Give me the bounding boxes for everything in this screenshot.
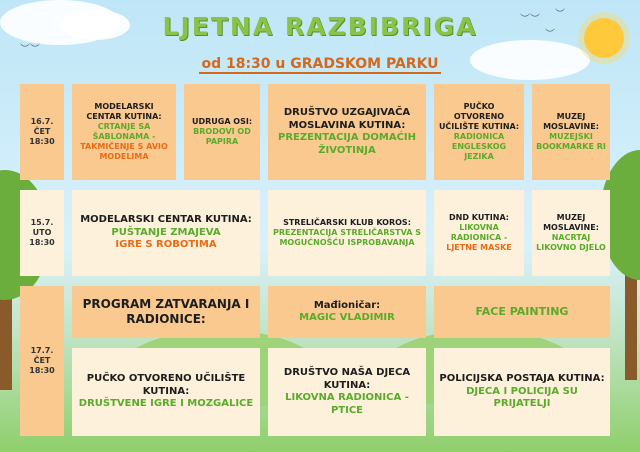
card-drustvo-uzgajivaca: DRUŠTVO UZGAJIVAČA MOSLAVINA KUTINA: PREZENTACIJA DOMAĆIH ŽIVOTINJA: [268, 84, 426, 180]
card-policijska-postaja: POLICIJSKA POSTAJA KUTINA: DJECA I POLICIJA SU PRIJATELJI: [434, 348, 610, 436]
bird-icon: ︶: [555, 9, 565, 20]
date-16-7: 16.7. ČET 18:30: [20, 84, 64, 180]
card-muzej-nacrtaj: MUZEJ MOSLAVINE: NACRTAJ LIKOVNO DJELO: [532, 190, 610, 276]
card-udruga-osi: UDRUGA OSI: BRODOVI OD PAPIRA: [184, 84, 260, 180]
card-pucko-igre: PUČKO OTVORENO UČILIŠTE KUTINA: DRUŠTVENE IGRE I MOZGALICE: [72, 348, 260, 436]
card-pucko-englesko: PUČKO OTVORENO UČILIŠTE KUTINA: RADIONICA ENGLESKOG JEZIKA: [434, 84, 524, 180]
bird-icon: ︶: [545, 29, 555, 40]
page-subtitle: od 18:30 u GRADSKOM PARKU: [201, 56, 439, 72]
card-dnd-kutina: DND KUTINA: LIKOVNA RADIONICA - LJETNE MASKE: [434, 190, 524, 276]
card-drustvo-nasa-djeca: DRUŠTVO NAŠA DJECA KUTINA: LIKOVNA RADIONICA - PTICE: [268, 348, 426, 436]
card-program-zatvaranja: PROGRAM ZATVARANJA I RADIONICE:: [72, 286, 260, 338]
card-modelarski-1: MODELARSKI CENTAR KUTINA: CRTANJE SA ŠABLONAMA - TAKMIČENJE S AVIO MODELIMA: [72, 84, 176, 180]
card-muzej-bookmarkeri: MUZEJ MOSLAVINE: MUZEJSKI BOOKMARKE RI: [532, 84, 610, 180]
card-modelarski-2: MODELARSKI CENTAR KUTINA: PUŠTANJE ZMAJEVA IGRE S ROBOTIMA: [72, 190, 260, 276]
bird-icon: ︶︶: [520, 14, 540, 25]
date-17-7: 17.7. ČET 18:30: [20, 286, 64, 436]
card-face-painting: FACE PAINTING: [434, 286, 610, 338]
bird-icon: ︶︶: [20, 44, 40, 55]
card-strelicarski: STRELIČARSKI KLUB KOROS: PREZENTACIJA STRELIČARSTVA S MOGUĆNOŠĆU ISPROBAVANJA: [268, 190, 426, 276]
page-title: LJETNA RAZBIBRIGA: [162, 12, 478, 41]
date-15-7: 15.7. UTO 18:30: [20, 190, 64, 276]
card-madionicar: Mađioničar: MAGIC VLADIMIR: [268, 286, 426, 338]
